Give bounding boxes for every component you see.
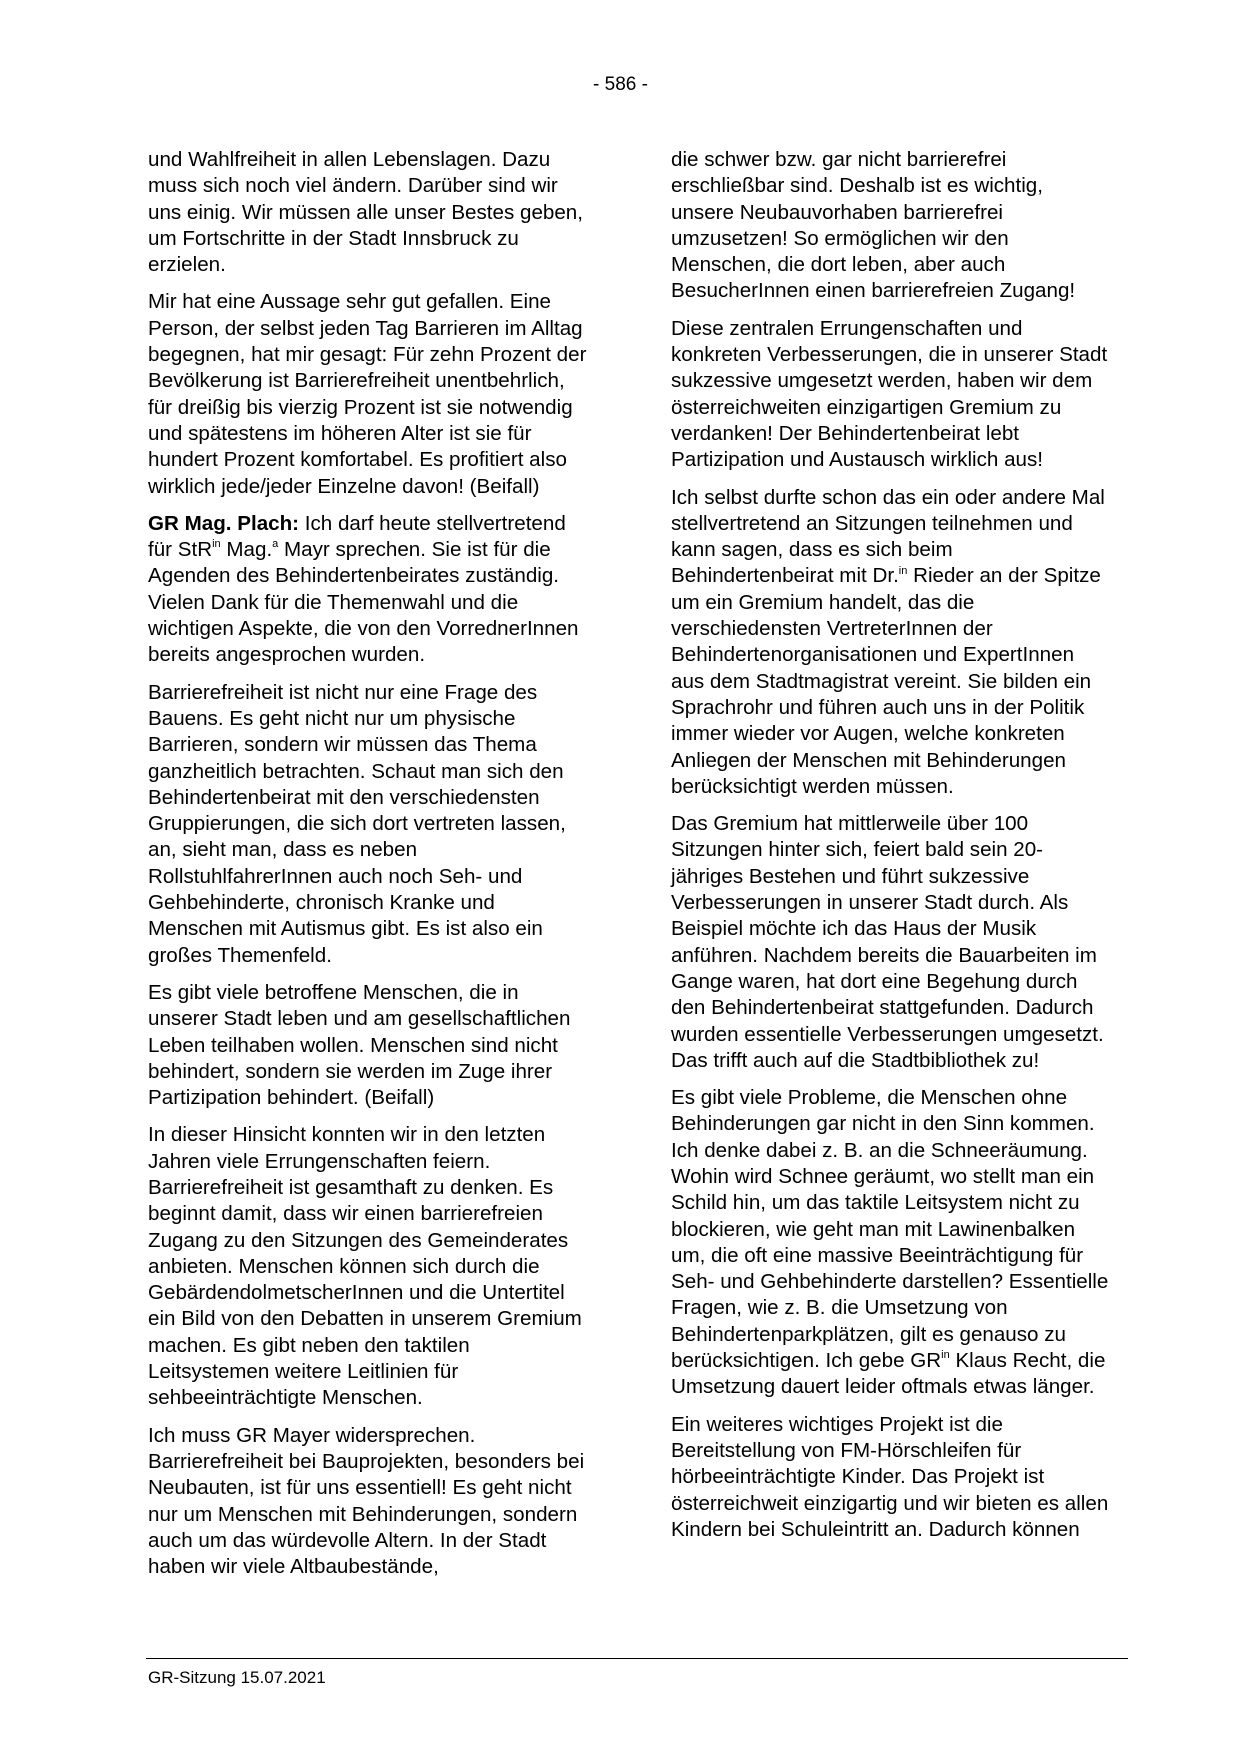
superscript: in: [941, 1349, 950, 1362]
paragraph-text: Klaus Recht, die Umsetzung dauert leider oftmals etwas länger.: [671, 1349, 1106, 1399]
paragraph-text: Es gibt viele Probleme, die Menschen ohne Behinderungen gar nicht in den Sinn kommen. Ich denke dabei z. B. an die Schneeräumung. Wohin wird Schnee geräumt, wo stellt man ein Schild hin, um das taktile Leitsystem nicht zu blockieren, wie geht man mit Lawinenbalken um, die oft eine massive Beeinträchtigung für Seh- und Gehbehinderte darstellen? Essentielle Fragen, wie z. B. die Umsetzung von Behindertenparkplätzen, gilt es genauso zu berücksichtigen. Ich gebe GR: [671, 1086, 1109, 1373]
paragraph-text: Mayr sprechen. Sie ist für die Agenden des Behindertenbeirates zuständig. Vielen Dank für die Themenwahl und die wichtigen Aspekte, die von den VorrednerInnen bereits angesprochen wurden.: [148, 538, 579, 667]
paragraph: [671, 1085, 1111, 1401]
paragraph-text: Rieder an der Spitze um ein Gremium handelt, das die verschiedensten VertreterInnen der Behindertenorganisationen und ExpertInnen aus dem Stadtmagistrat vereint. Sie bilden ein Sprachrohr und führen auch uns in der Politik immer wieder vor Augen, welche konkreten Anliegen der Menschen mit Behinderungen berücksichtigt werden müssen.: [671, 564, 1101, 798]
paragraph-text: Ich selbst durfte schon das ein oder andere Mal stellvertretend an Sitzungen teilnehmen und kann sagen, dass es sich beim Behindertenbeirat mit Dr.: [671, 485, 1105, 588]
paragraph: Es gibt viele betroffene Menschen, die in unserer Stadt leben und am gesellschaftlichen Leben teilhaben wollen. Menschen sind nicht behindert, sondern sie werden im Zuge ihrer Partizipation behindert. (Beifall): [148, 980, 571, 1110]
page-number: - 586 -: [593, 74, 648, 95]
paragraph-speech-plach: [148, 511, 588, 669]
paragraph: [671, 485, 1111, 801]
paragraph: Mir hat eine Aussage sehr gut gefallen. Eine Person, der selbst jeden Tag Barrieren im Alltag begegnen, hat mir gesagt: Für zehn Prozent der Bevölkerung ist Barrierefreiheit unentbehrlich, für dreißig bis vierzig Prozent ist sie notwendig und spätestens im höheren Alter ist sie für hundert Prozent komfortabel. Es profitiert also wirklich jede/jeder Einzelne davon! (Beifall): [148, 290, 587, 498]
paragraph-text: Mag.: [220, 538, 273, 562]
paragraph-text: Ich darf heute stellvertretend für StR: [148, 511, 566, 562]
paragraph: Ich muss GR Mayer widersprechen. Barrierefreiheit bei Bauprojekten, besonders bei Neubauten, ist für uns essentiell! Es geht nicht nur um Menschen mit Behinderungen, sondern auch um das würdevolle Altern. In der Stadt haben wir viele Altbaubestände,: [148, 1423, 585, 1579]
paragraph: In dieser Hinsicht konnten wir in den letzten Jahren viele Errungenschaften feiern. Barrierefreiheit ist gesamthaft zu denken. Es beginnt damit, dass wir einen barrierefreien Zugang zu den Sitzungen des Gemeinderates anbieten. Menschen können sich durch die GebärdendolmetscherInnen und die Untertitel ein Bild von den Debatten in unserem Gremium machen. Es gibt neben den taktilen Leitsystemen weitere Leitlinien für sehbeeinträchtigte Menschen.: [148, 1123, 582, 1410]
superscript: a: [272, 538, 279, 551]
paragraph: Diese zentralen Errungenschaften und konkreten Verbesserungen, die in unserer Stadt sukzessive umgesetzt werden, haben wir dem österreichweiten einzigartigen Gremium zu verdanken! Der Behindertenbeirat lebt Partizipation und Austausch wirklich aus!: [671, 316, 1108, 472]
speaker-name: GR Mag. Plach:: [148, 511, 300, 535]
superscript: in: [212, 538, 221, 551]
paragraph: Ein weiteres wichtiges Projekt ist die Bereitstellung von FM-Hörschleifen für hörbeeinträchtigte Kinder. Das Projekt ist österreichweit einzigartig und wir bieten es allen Kindern bei Schuleintritt an. Dadurch können: [671, 1412, 1109, 1541]
left-column: [148, 147, 588, 1591]
paragraph: Das Gremium hat mittlerweile über 100 Sitzungen hinter sich, feiert bald sein 20-jähriges Bestehen und führt sukzessive Verbesserungen in unserer Stadt durch. Als Beispiel möchte ich das Haus der Musik anführen. Nachdem bereits die Bauarbeiten im Gange waren, hat dort eine Begehung durch den Behindertenbeirat stattgefunden. Dadurch wurden essentielle Verbesserungen umgesetzt. Das trifft auch auf die Stadtbibliothek zu!: [671, 812, 1104, 1072]
right-column: [671, 147, 1111, 1554]
footer-divider: [146, 1658, 1128, 1659]
paragraph: Barrierefreiheit ist nicht nur eine Frage des Bauens. Es geht nicht nur um physische Barrieren, sondern wir müssen das Thema ganzheitlich betrachten. Schaut man sich den Behindertenbeirat mit den verschiedensten Gruppierungen, die sich dort vertreten lassen, an, sieht man, dass es neben RollstuhlfahrerInnen auch noch Seh- und Gehbehinderte, chronisch Kranke und Menschen mit Autismus gibt. Es ist also ein großes Themenfeld.: [148, 680, 566, 967]
paragraph: und Wahlfreiheit in allen Lebenslagen. Dazu muss sich noch viel ändern. Darüber sind wir uns einig. Wir müssen alle unser Bestes geben, um Fortschritte in der Stadt Innsbruck zu erzielen.: [148, 148, 583, 277]
superscript: in: [898, 564, 908, 577]
paragraph: die schwer bzw. gar nicht barrierefrei erschließbar sind. Deshalb ist es wichtig, unsere Neubauvorhaben barrierefrei umzusetzen! So ermöglichen wir den Menschen, die dort leben, aber auch BesucherInnen einen barrierefreien Zugang!: [671, 148, 1076, 303]
footer-session-date: GR-Sitzung 15.07.2021: [148, 1668, 326, 1687]
